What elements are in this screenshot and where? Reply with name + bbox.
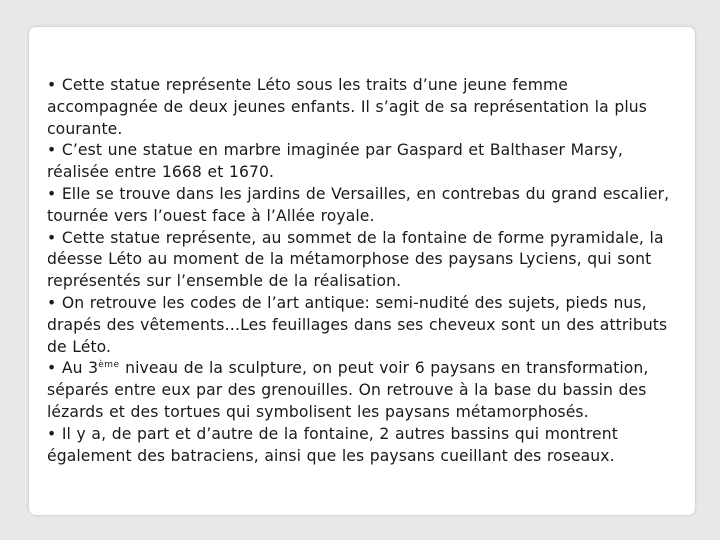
bullet-paragraph: • C’est une statue en marbre imaginée par Gaspard et Balthaser Marsy, réalisée entre 1668 et 1670. [47, 141, 623, 182]
bullet-paragraph [47, 358, 682, 423]
bullet-suffix: niveau de la sculpture, on peut voir 6 paysans en transformation, séparés entre eux par des grenouilles. On retrouve à la base du bassin des lézards et des tortues qui symbolisent les paysans métamorphosés. [47, 359, 649, 421]
bullet-paragraph: • Il y a, de part et d’autre de la fontaine, 2 autres bassins qui montrent également des batraciens, ainsi que les paysans cueillant des roseaux. [47, 424, 618, 465]
bullet-paragraph: • On retrouve les codes de l’art antique: semi-nudité des sujets, pieds nus, drapés des vêtements…Les feuillages dans ses cheveux sont un des attributs de Léto. [47, 293, 668, 356]
bullet-paragraph: • Elle se trouve dans les jardins de Versailles, en contrebas du grand escalier, tournée vers l’ouest face à l’Allée royale. [47, 184, 670, 225]
ordinal-superscript: ème [98, 360, 120, 371]
bullet-text-block [47, 75, 682, 467]
bullet-prefix: • Au 3 [47, 359, 99, 378]
bullet-paragraph: • Cette statue représente, au sommet de la fontaine de forme pyramidale, la déesse Léto au moment de la métamorphose des paysans Lyciens, qui sont représentés sur l’ensemble de la réalisation. [47, 228, 664, 291]
bullet-paragraph: • Cette statue représente Léto sous les traits d’une jeune femme accompagnée de deux jeunes enfants. Il s’agit de sa représentation la plus courante. [47, 76, 647, 138]
